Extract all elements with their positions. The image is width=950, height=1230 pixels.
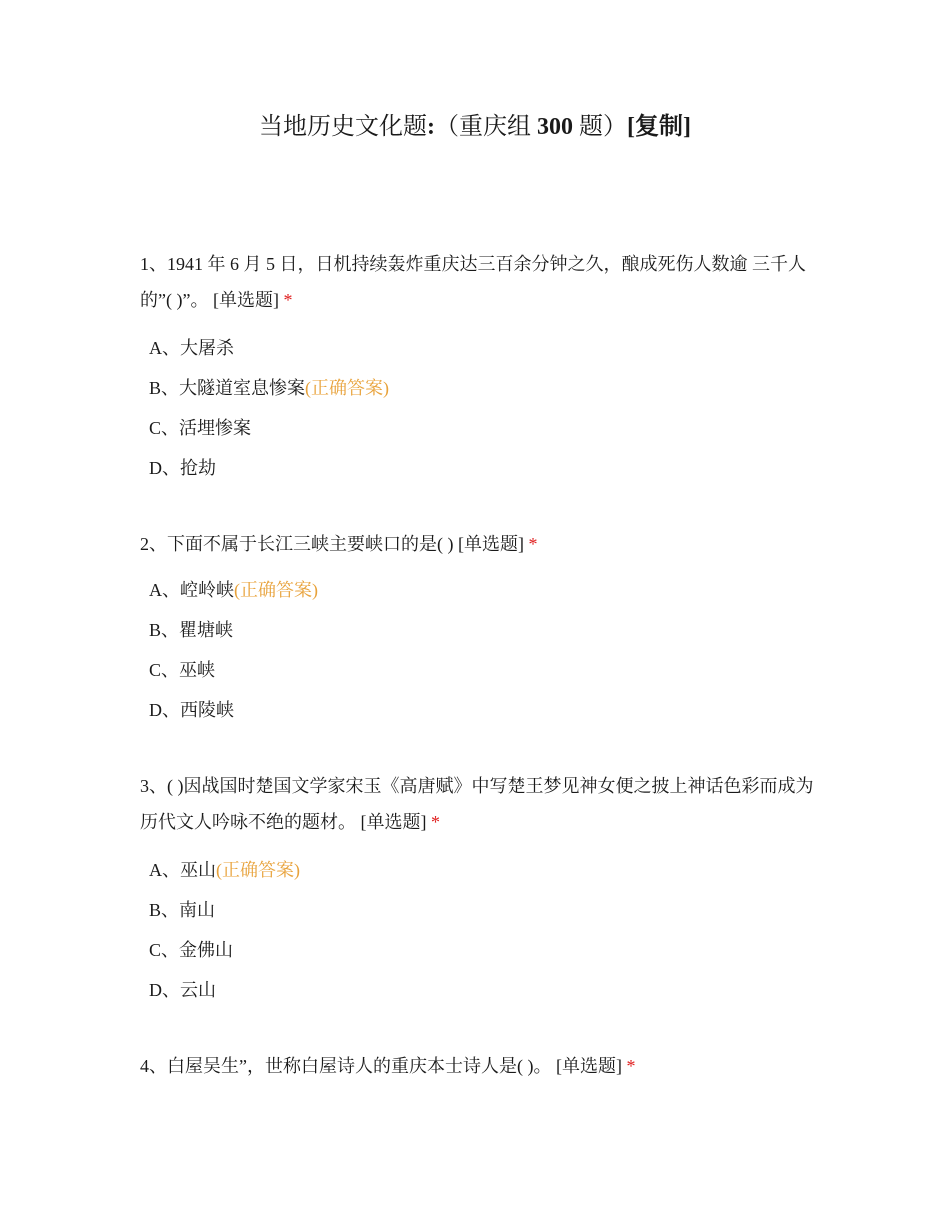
q1-option-c[interactable] [149, 415, 251, 441]
question-stem: 白屋吴生”，世称白屋诗人的重庆本士诗人是( )。 [167, 1056, 552, 1076]
option-text: 巫峡 [179, 660, 216, 680]
option-text: 瞿塘峡 [179, 620, 234, 640]
option-text: 金佛山 [179, 940, 234, 960]
question-1-text [140, 246, 815, 318]
option-text: 南山 [179, 900, 216, 920]
question-number: 2、 [140, 534, 167, 554]
question-number: 1、 [140, 254, 167, 274]
question-type: [单选题] [360, 812, 427, 832]
question-2-text [140, 526, 815, 562]
title-group: （重庆组 [435, 114, 531, 140]
option-text: 活埋惨案 [179, 418, 252, 438]
option-letter: B、 [149, 620, 180, 640]
question-stem: 下面不属于长江三峡主要峡口的是( ) [167, 534, 454, 554]
title-count: 300 [537, 114, 573, 140]
correct-answer-tag: (正确答案) [216, 860, 300, 880]
q3-option-b[interactable] [149, 897, 215, 923]
option-letter: D、 [149, 980, 180, 1000]
copy-link[interactable]: [复制] [627, 114, 691, 140]
question-number: 3、 [140, 776, 167, 796]
option-letter: A、 [149, 860, 180, 880]
correct-answer-tag: (正确答案) [305, 378, 390, 398]
option-letter: B、 [149, 900, 180, 920]
q2-option-c[interactable] [149, 657, 215, 683]
required-mark: * [283, 290, 293, 310]
question-number: 4、 [140, 1056, 167, 1076]
required-mark: * [528, 534, 538, 554]
option-text: 大隧道室息惨案 [179, 378, 306, 398]
question-stem: 1941 年 6 月 5 日，日机持续轰炸重庆达三百余分钟之久，酿成死伤人数逾 三千人的”( )”。 [140, 254, 806, 310]
title-main: 当地历史文化题 [259, 114, 427, 140]
option-text: 云山 [180, 980, 216, 1000]
required-mark: * [431, 812, 440, 832]
option-letter: C、 [149, 940, 180, 960]
option-text: 西陵峡 [180, 700, 234, 720]
option-letter: C、 [149, 418, 180, 438]
option-letter: A、 [149, 580, 180, 600]
option-letter: A、 [149, 338, 180, 358]
q1-option-d[interactable] [149, 455, 216, 481]
title-colon: : [427, 114, 435, 140]
option-text: 大屠杀 [180, 338, 234, 358]
option-letter: D、 [149, 458, 180, 478]
question-type: [单选题] [555, 1056, 622, 1076]
page-title [0, 111, 950, 143]
q2-option-a[interactable] [149, 577, 318, 603]
title-suffix: 题） [579, 114, 627, 140]
q3-option-a[interactable] [149, 857, 300, 883]
q3-option-c[interactable] [149, 937, 233, 963]
option-text: 巫山 [180, 860, 216, 880]
option-text: 抢劫 [180, 458, 216, 478]
q2-option-b[interactable] [149, 617, 233, 643]
option-letter: C、 [149, 660, 180, 680]
q3-option-d[interactable] [149, 977, 216, 1003]
question-type: [单选题] [212, 290, 279, 310]
q1-option-a[interactable] [149, 335, 234, 361]
correct-answer-tag: (正确答案) [234, 580, 318, 600]
required-mark: * [626, 1056, 636, 1076]
option-letter: B、 [149, 378, 180, 398]
question-4-text [140, 1048, 815, 1084]
option-letter: D、 [149, 700, 180, 720]
question-type: [单选题] [458, 534, 524, 554]
question-3-text [140, 768, 815, 840]
q2-option-d[interactable] [149, 697, 234, 723]
question-stem: ( )因战国时楚国文学家宋玉《高唐赋》中写楚王梦见神女便之披上神话色彩而成为历代文人吟咏不绝的题材。 [140, 776, 814, 832]
q1-option-b[interactable] [149, 375, 389, 401]
option-text: 崆岭峡 [180, 580, 234, 600]
